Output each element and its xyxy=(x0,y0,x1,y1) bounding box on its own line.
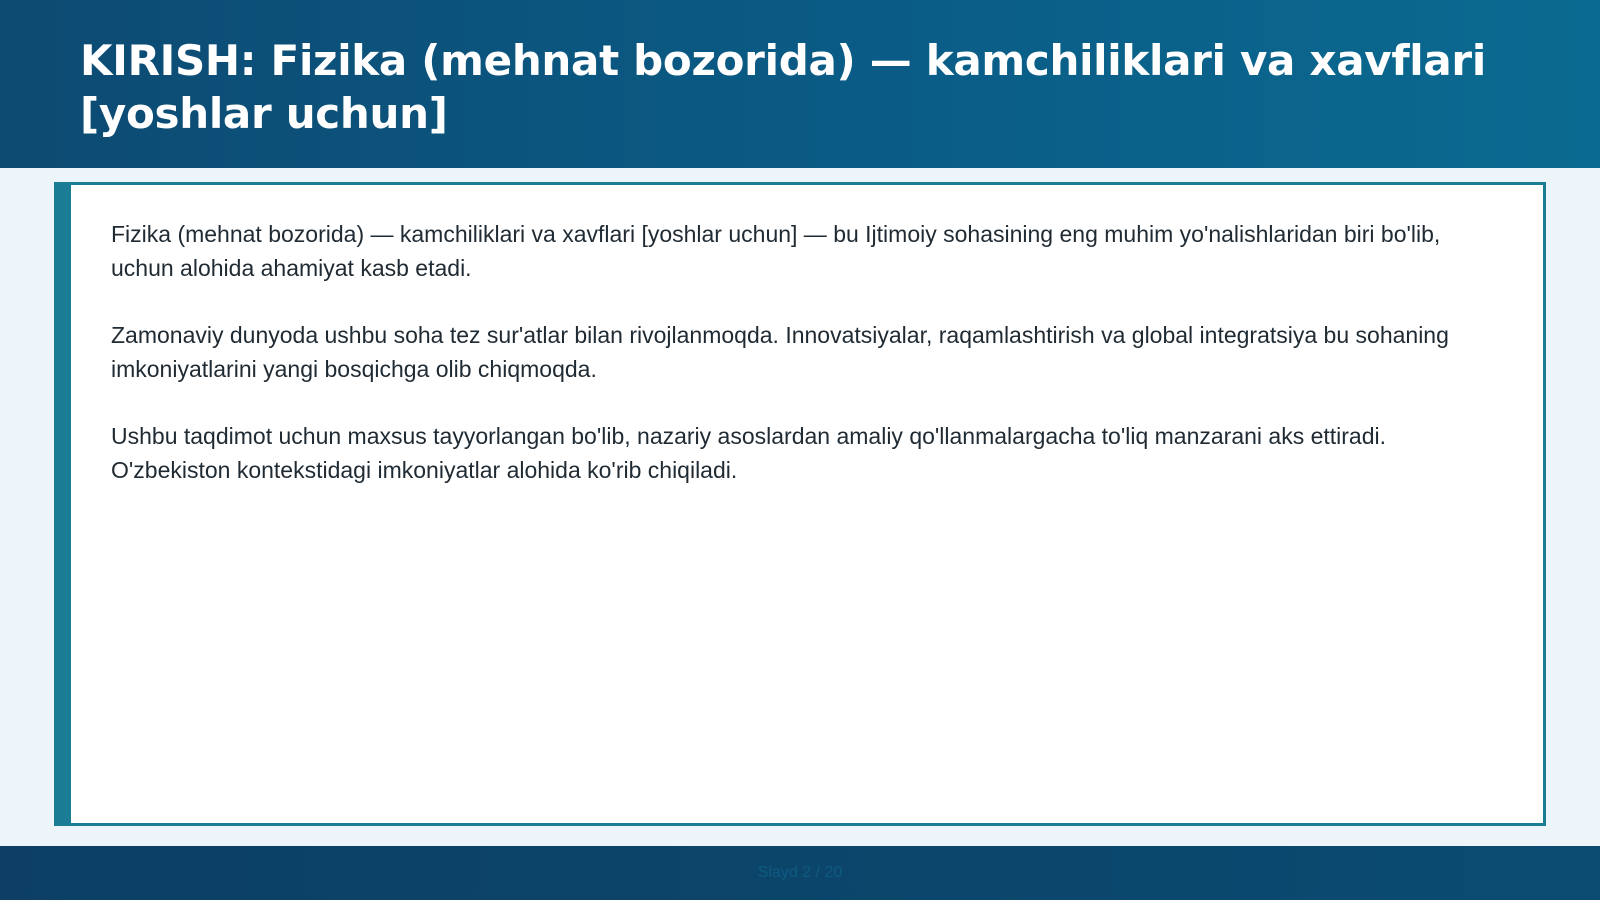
intro-paragraph-2: Zamonaviy dunyoda ushbu soha tez sur'atlar bilan rivojlanmoqda. Innovatsiyalar, raqamlashtirish va global integratsiya bu sohaning imkoniyatlarini yangi bosqichga olib chiqmoqda. xyxy=(111,322,1449,382)
slide-title: KIRISH: Fizika (mehnat bozorida) — kamchiliklari va xavflari [yoshlar uchun] xyxy=(80,36,1486,138)
intro-paragraph-3: Ushbu taqdimot uchun maxsus tayyorlangan bo'lib, nazariy asoslardan amaliy qo'llanmalargacha to'liq manzarani aks ettiradi. O'zbekiston kontekstidagi imkoniyatlar alohida ko'rib chiqiladi. xyxy=(111,423,1387,483)
slide-number: Slayd 2 / 20 xyxy=(757,864,843,881)
slide-footer xyxy=(0,846,1600,900)
slide-header xyxy=(0,0,1600,168)
content-card xyxy=(54,182,1546,826)
intro-paragraph-1: Fizika (mehnat bozorida) — kamchiliklari va xavflari [yoshlar uchun] — bu Ijtimoiy sohasining eng muhim yo'nalishlaridan biri bo'lib, uchun alohida ahamiyat kasb etadi. xyxy=(111,221,1441,281)
